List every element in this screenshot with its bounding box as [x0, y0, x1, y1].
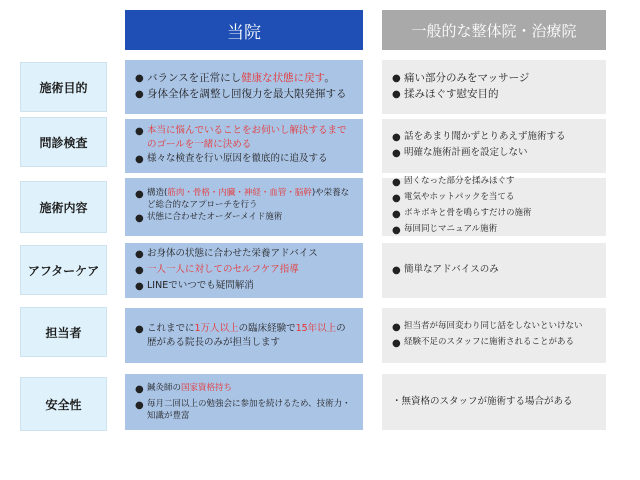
item-text-segment: LINEでいつでも疑問解消	[147, 279, 254, 291]
highlight-text: 一人一人に対してのセルフケア指導	[147, 263, 299, 275]
general-clinic-item-text: 話をあまり聞かずとりあえず施術する	[404, 131, 566, 142]
bullet-icon: ●	[135, 126, 144, 138]
item-text-segment: の歴がある院長のみが担当します	[147, 322, 346, 348]
our-clinic-item	[135, 398, 355, 423]
bullet-icon: ●	[392, 89, 401, 100]
row-label: 施術目的	[20, 62, 107, 112]
our-clinic-item-text	[147, 398, 355, 423]
our-clinic-item-text	[147, 187, 355, 212]
our-clinic-item-text	[147, 382, 232, 394]
our-clinic-item-text	[147, 71, 335, 86]
general-clinic-item	[392, 207, 598, 223]
our-clinic-item-text	[147, 263, 299, 277]
bullet-icon: ●	[135, 73, 144, 84]
general-clinic-cell	[382, 243, 606, 298]
general-clinic-cell	[382, 60, 606, 114]
general-clinic-item-text: 毎回同じマニュアル施術	[404, 224, 498, 234]
our-clinic-item-text	[147, 211, 282, 223]
bullet-icon: ●	[135, 264, 144, 276]
our-clinic-item	[135, 279, 355, 295]
general-clinic-item-text: 担当者が毎回変わり同じ話をしないといけない	[404, 320, 583, 331]
bullet-icon: ●	[392, 177, 401, 188]
our-clinic-item-text	[147, 152, 328, 166]
general-clinic-cell	[382, 374, 606, 430]
general-clinic-item-text: ボキボキと骨を鳴らすだけの施術	[404, 208, 532, 218]
general-clinic-item-text: 明確な施術計画を設定しない	[404, 147, 528, 158]
bullet-icon: ●	[392, 132, 401, 143]
bullet-icon: ●	[392, 193, 401, 204]
our-clinic-item	[135, 71, 355, 87]
row-label: 担当者	[20, 307, 107, 357]
highlight-text: 1万人以上	[194, 322, 239, 334]
general-clinic-item-text: 痛い部分のみをマッサージ	[404, 72, 530, 84]
our-clinic-item	[135, 322, 355, 350]
row-label: 施術内容	[20, 181, 107, 233]
bullet-icon: ●	[135, 399, 144, 411]
bullet-icon: ●	[392, 225, 401, 236]
highlight-text: 国家資格持ち	[181, 382, 233, 393]
our-clinic-item	[135, 187, 355, 212]
general-clinic-item-text: 揉みほぐす慰安目的	[404, 88, 499, 100]
bullet-icon: ●	[392, 148, 401, 159]
header-general-clinic-text: 一般的な整体院・治療院	[411, 21, 577, 40]
item-text-segment: 鍼灸師の	[147, 382, 182, 393]
row-label: 問診検査	[20, 117, 107, 167]
general-clinic-item	[392, 263, 598, 279]
item-text-segment: 構造(	[147, 187, 168, 198]
item-text-segment: バランスを正常にし	[147, 72, 242, 84]
general-clinic-item	[392, 71, 598, 87]
bullet-icon: ●	[392, 209, 401, 220]
general-clinic-item	[392, 130, 598, 146]
general-clinic-item	[392, 336, 598, 352]
our-clinic-cell	[125, 308, 363, 363]
item-text-segment: 様々な検査を行い原因を徹底的に追及する	[147, 152, 328, 164]
our-clinic-item	[135, 211, 355, 227]
highlight-text: 本当に悩んでいることをお伺いし解決するまでのゴールを一緒に決める	[147, 125, 347, 150]
general-clinic-item	[392, 175, 598, 191]
bullet-icon: ●	[392, 264, 401, 276]
our-clinic-item-text	[147, 322, 355, 350]
bullet-icon: ●	[135, 153, 144, 165]
item-text-segment: お身体の状態に合わせた栄養アドバイス	[147, 247, 318, 259]
our-clinic-item	[135, 152, 355, 168]
item-text-segment: これまでに	[147, 322, 195, 334]
item-text-segment: 身体全体を調整し回復力を最大限発揮する	[147, 88, 347, 100]
bullet-icon: ●	[135, 383, 144, 395]
our-clinic-item-text	[147, 247, 318, 261]
bullet-icon: ●	[135, 213, 144, 225]
bullet-icon: ●	[135, 188, 144, 200]
our-clinic-item	[135, 263, 355, 279]
general-clinic-item	[392, 87, 598, 103]
our-clinic-item	[135, 124, 355, 152]
bullet-icon: ●	[135, 280, 144, 292]
our-clinic-cell	[125, 243, 363, 298]
item-text-segment: 毎月二回以上の勉強会に参加を続けるため、技術力・知識が豊富	[147, 398, 351, 421]
general-clinic-item-text: ・無資格のスタッフが施術する場合がある	[392, 396, 573, 408]
our-clinic-item	[135, 247, 355, 263]
general-clinic-cell	[382, 308, 606, 363]
our-clinic-cell	[125, 119, 363, 173]
our-clinic-item-text	[147, 279, 254, 293]
general-clinic-item-text: 簡単なアドバイスのみ	[404, 263, 499, 275]
row-label: 安全性	[20, 377, 107, 431]
bullet-icon: ●	[392, 321, 401, 333]
general-clinic-item-text: 固くなった部分を揉みほぐす	[404, 176, 515, 186]
bullet-icon: ●	[135, 248, 144, 260]
header-our-clinic-text: 当院	[227, 22, 261, 43]
our-clinic-item	[135, 87, 355, 103]
our-clinic-cell	[125, 60, 363, 114]
general-clinic-item	[392, 223, 598, 239]
general-clinic-cell	[382, 119, 606, 173]
general-clinic-item	[392, 191, 598, 207]
bullet-icon: ●	[392, 73, 401, 84]
row-label: アフターケア	[20, 245, 107, 295]
our-clinic-item	[135, 382, 355, 398]
our-clinic-item-text	[147, 87, 347, 102]
item-text-segment: 。	[324, 72, 335, 84]
header-general-clinic	[382, 10, 606, 50]
our-clinic-item-text	[147, 124, 355, 152]
general-clinic-item	[392, 320, 598, 336]
our-clinic-cell	[125, 374, 363, 430]
our-clinic-cell	[125, 178, 363, 236]
general-clinic-item-text: 経験不足のスタッフに施術されることがある	[404, 336, 575, 347]
highlight-text: 健康な状態に戻す	[241, 72, 325, 84]
header-our-clinic	[125, 10, 363, 50]
item-text-segment: の臨床経験で	[238, 322, 296, 334]
highlight-text: 筋肉・骨格・内臓・神経・血管・脳幹	[167, 187, 312, 198]
highlight-text: 15年以上	[295, 322, 337, 334]
item-text-segment: )や栄養など総合的なアプローチを行う	[147, 187, 350, 210]
general-clinic-item	[392, 395, 598, 409]
general-clinic-cell	[382, 178, 606, 236]
general-clinic-item	[392, 146, 598, 162]
bullet-icon: ●	[135, 89, 144, 100]
item-text-segment: 状態に合わせたオーダーメイド施術	[147, 212, 283, 223]
bullet-icon: ●	[135, 323, 144, 335]
bullet-icon: ●	[392, 337, 401, 349]
general-clinic-item-text: 電気やホットパックを当てる	[404, 192, 515, 202]
